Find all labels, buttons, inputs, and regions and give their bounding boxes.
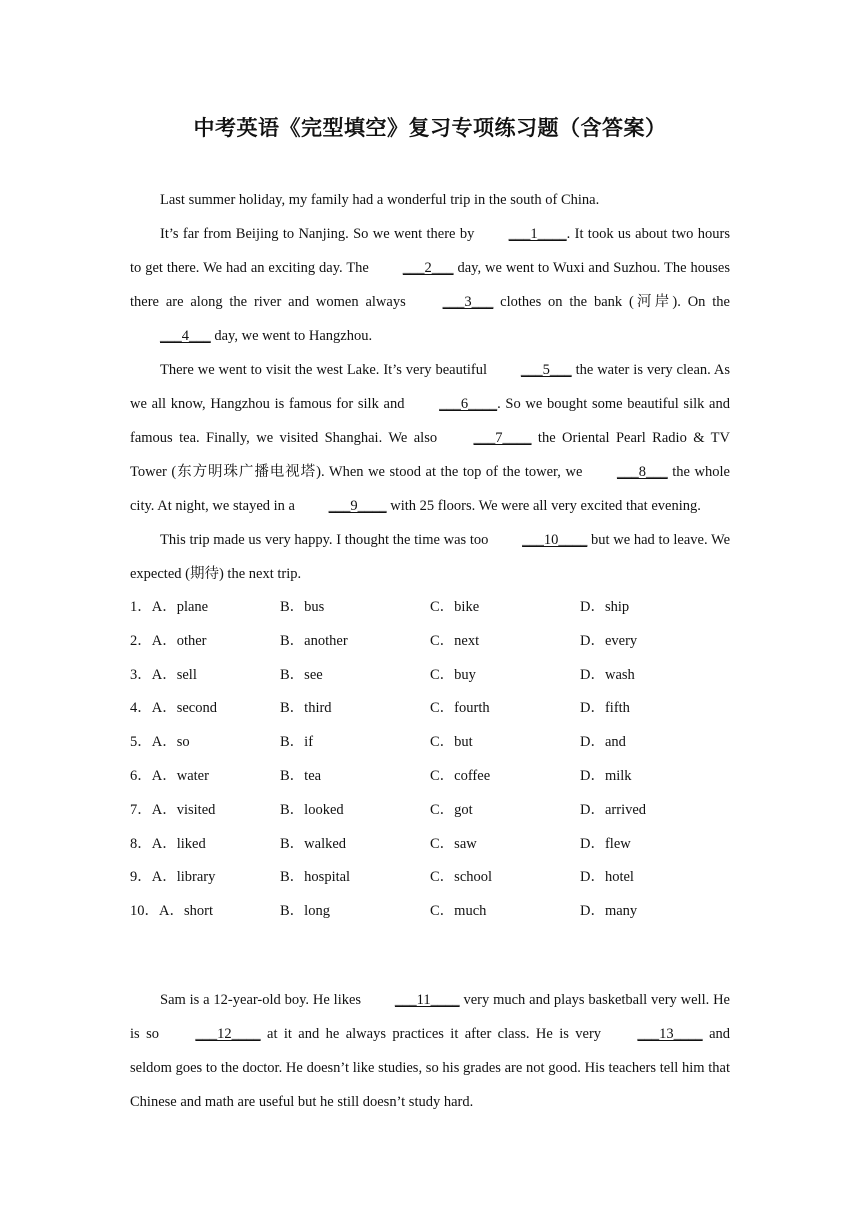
question-options-row [130,726,730,760]
question-options-row [130,895,730,929]
option-d: D．wash [580,666,635,683]
passage-1 [130,183,730,929]
passage-text: and seldom goes to the doctor. He doesn’t like studies, so his grades are not good. His teachers tell him that Chinese and math are useful but he still doesn’t study hard. [130,1026,731,1110]
option-b: B．long [280,903,330,920]
option-c: C．fourth [430,700,490,717]
answer-blank: ___8___ [616,464,668,480]
answer-blank: ___10____ [522,532,588,548]
option-a: 2．A．other [130,632,207,649]
answer-blank: ___1____ [508,226,567,242]
passage-text: the Oriental Pearl Radio & TV Tower (东方明珠广播电视塔). When we stood at the top of the tower, we [130,430,730,480]
option-b: B．see [280,666,323,683]
option-d: D．flew [580,835,631,852]
option-a: 3．A．sell [130,666,197,683]
option-d: D．many [580,903,638,920]
question-options-row [130,794,730,828]
answer-blank: ___11____ [394,992,460,1008]
passage-text: day, we went to Wuxi and Suzhou. The houses there are along the river and women always [130,260,730,310]
option-a: 1．A．plane [130,599,209,615]
passage-text: . So we bought some beautiful silk and famous tea. Finally, we visited Shanghai. We also [130,396,730,446]
paragraph-2 [130,217,730,353]
option-b: B．third [280,700,332,717]
option-d: D．and [580,734,626,751]
question-options-row [130,591,730,625]
answer-blank: ___2___ [402,260,454,276]
passage-2 [130,983,730,1119]
passage-text: the whole city. At night, we stayed in a [130,464,730,514]
option-d: D．arrived [580,801,647,818]
question-options-row [130,659,730,693]
option-c: C．got [430,801,473,818]
answer-blank: ___3___ [442,294,494,310]
option-d: D．fifth [580,700,630,717]
answer-blank: ___6____ [439,396,498,412]
option-a: 6．A．water [130,767,209,784]
question-options-row [130,760,730,794]
passage-text: very much and plays basketball very well. He is so [130,992,730,1042]
option-a: 10．A．short [130,903,213,920]
answer-blank: ___13____ [637,1026,703,1042]
question-options-row [130,861,730,895]
option-d: D．hotel [580,869,634,886]
passage-text: with 25 floors. We were all very excited that evening. [386,498,701,514]
option-b: B．walked [280,835,347,852]
option-d: D．milk [580,767,632,784]
passage-text: at it and he always practices it after class. He is very [260,1026,608,1042]
option-c: C．but [430,734,473,751]
option-c: C．saw [430,835,477,852]
option-c: C．bike [430,599,480,615]
paragraph-4 [130,523,730,591]
option-b: B．bus [280,599,325,615]
option-b: B．another [280,632,348,649]
passage-text: clothes on the bank (河岸). On the [493,294,730,310]
option-d: D．every [580,632,638,649]
option-d: D．ship [580,599,630,615]
option-a: 5．A．so [130,734,190,751]
question-options-row [130,692,730,726]
option-c: C．buy [430,666,476,683]
option-b: B．looked [280,801,344,818]
option-c: C．next [430,632,480,649]
passage-text: Sam is a 12-year-old boy. He likes [160,992,365,1008]
question-options-row [130,828,730,862]
options-list [130,591,730,929]
page-title: 中考英语《完型填空》复习专项练习题（含答案） [193,116,667,140]
answer-blank: ___7____ [473,430,532,446]
paragraph-3 [130,353,730,523]
option-b: B．if [280,734,314,751]
passage-text: It’s far from Beijing to Nanjing. So we went there by [160,226,479,242]
option-b: B．tea [280,767,322,784]
option-a: 7．A．visited [130,801,216,818]
passage-text: the water is very clean. As we all know, Hangzhou is famous for silk and [130,362,730,412]
passage-text: but we had to leave. We expected (期待) the next trip. [130,532,731,582]
option-b: B．hospital [280,869,351,886]
option-a: 8．A．liked [130,835,206,852]
option-c: C．school [430,869,493,886]
question-options-row [130,625,730,659]
option-a: 9．A．library [130,869,216,886]
passage-text: day, we went to Hangzhou. [210,328,373,344]
passage-text: . It took us about two hours to get there. We had an exciting day. The [130,226,730,276]
passage-text: This trip made us very happy. I thought the time was too [160,532,493,548]
option-c: C．coffee [430,767,491,784]
answer-blank: ___4___ [160,328,211,344]
paragraph-1: Last summer holiday, my family had a wonderful trip in the south of China. [160,192,600,208]
answer-blank: ___5___ [520,362,572,378]
option-c: C．much [430,903,487,920]
answer-blank: ___12____ [195,1026,261,1042]
option-a: 4．A．second [130,700,217,717]
paragraph-5 [130,983,730,1119]
answer-blank: ___9____ [328,498,387,514]
passage-text: There we went to visit the west Lake. It’s very beautiful [160,362,491,378]
